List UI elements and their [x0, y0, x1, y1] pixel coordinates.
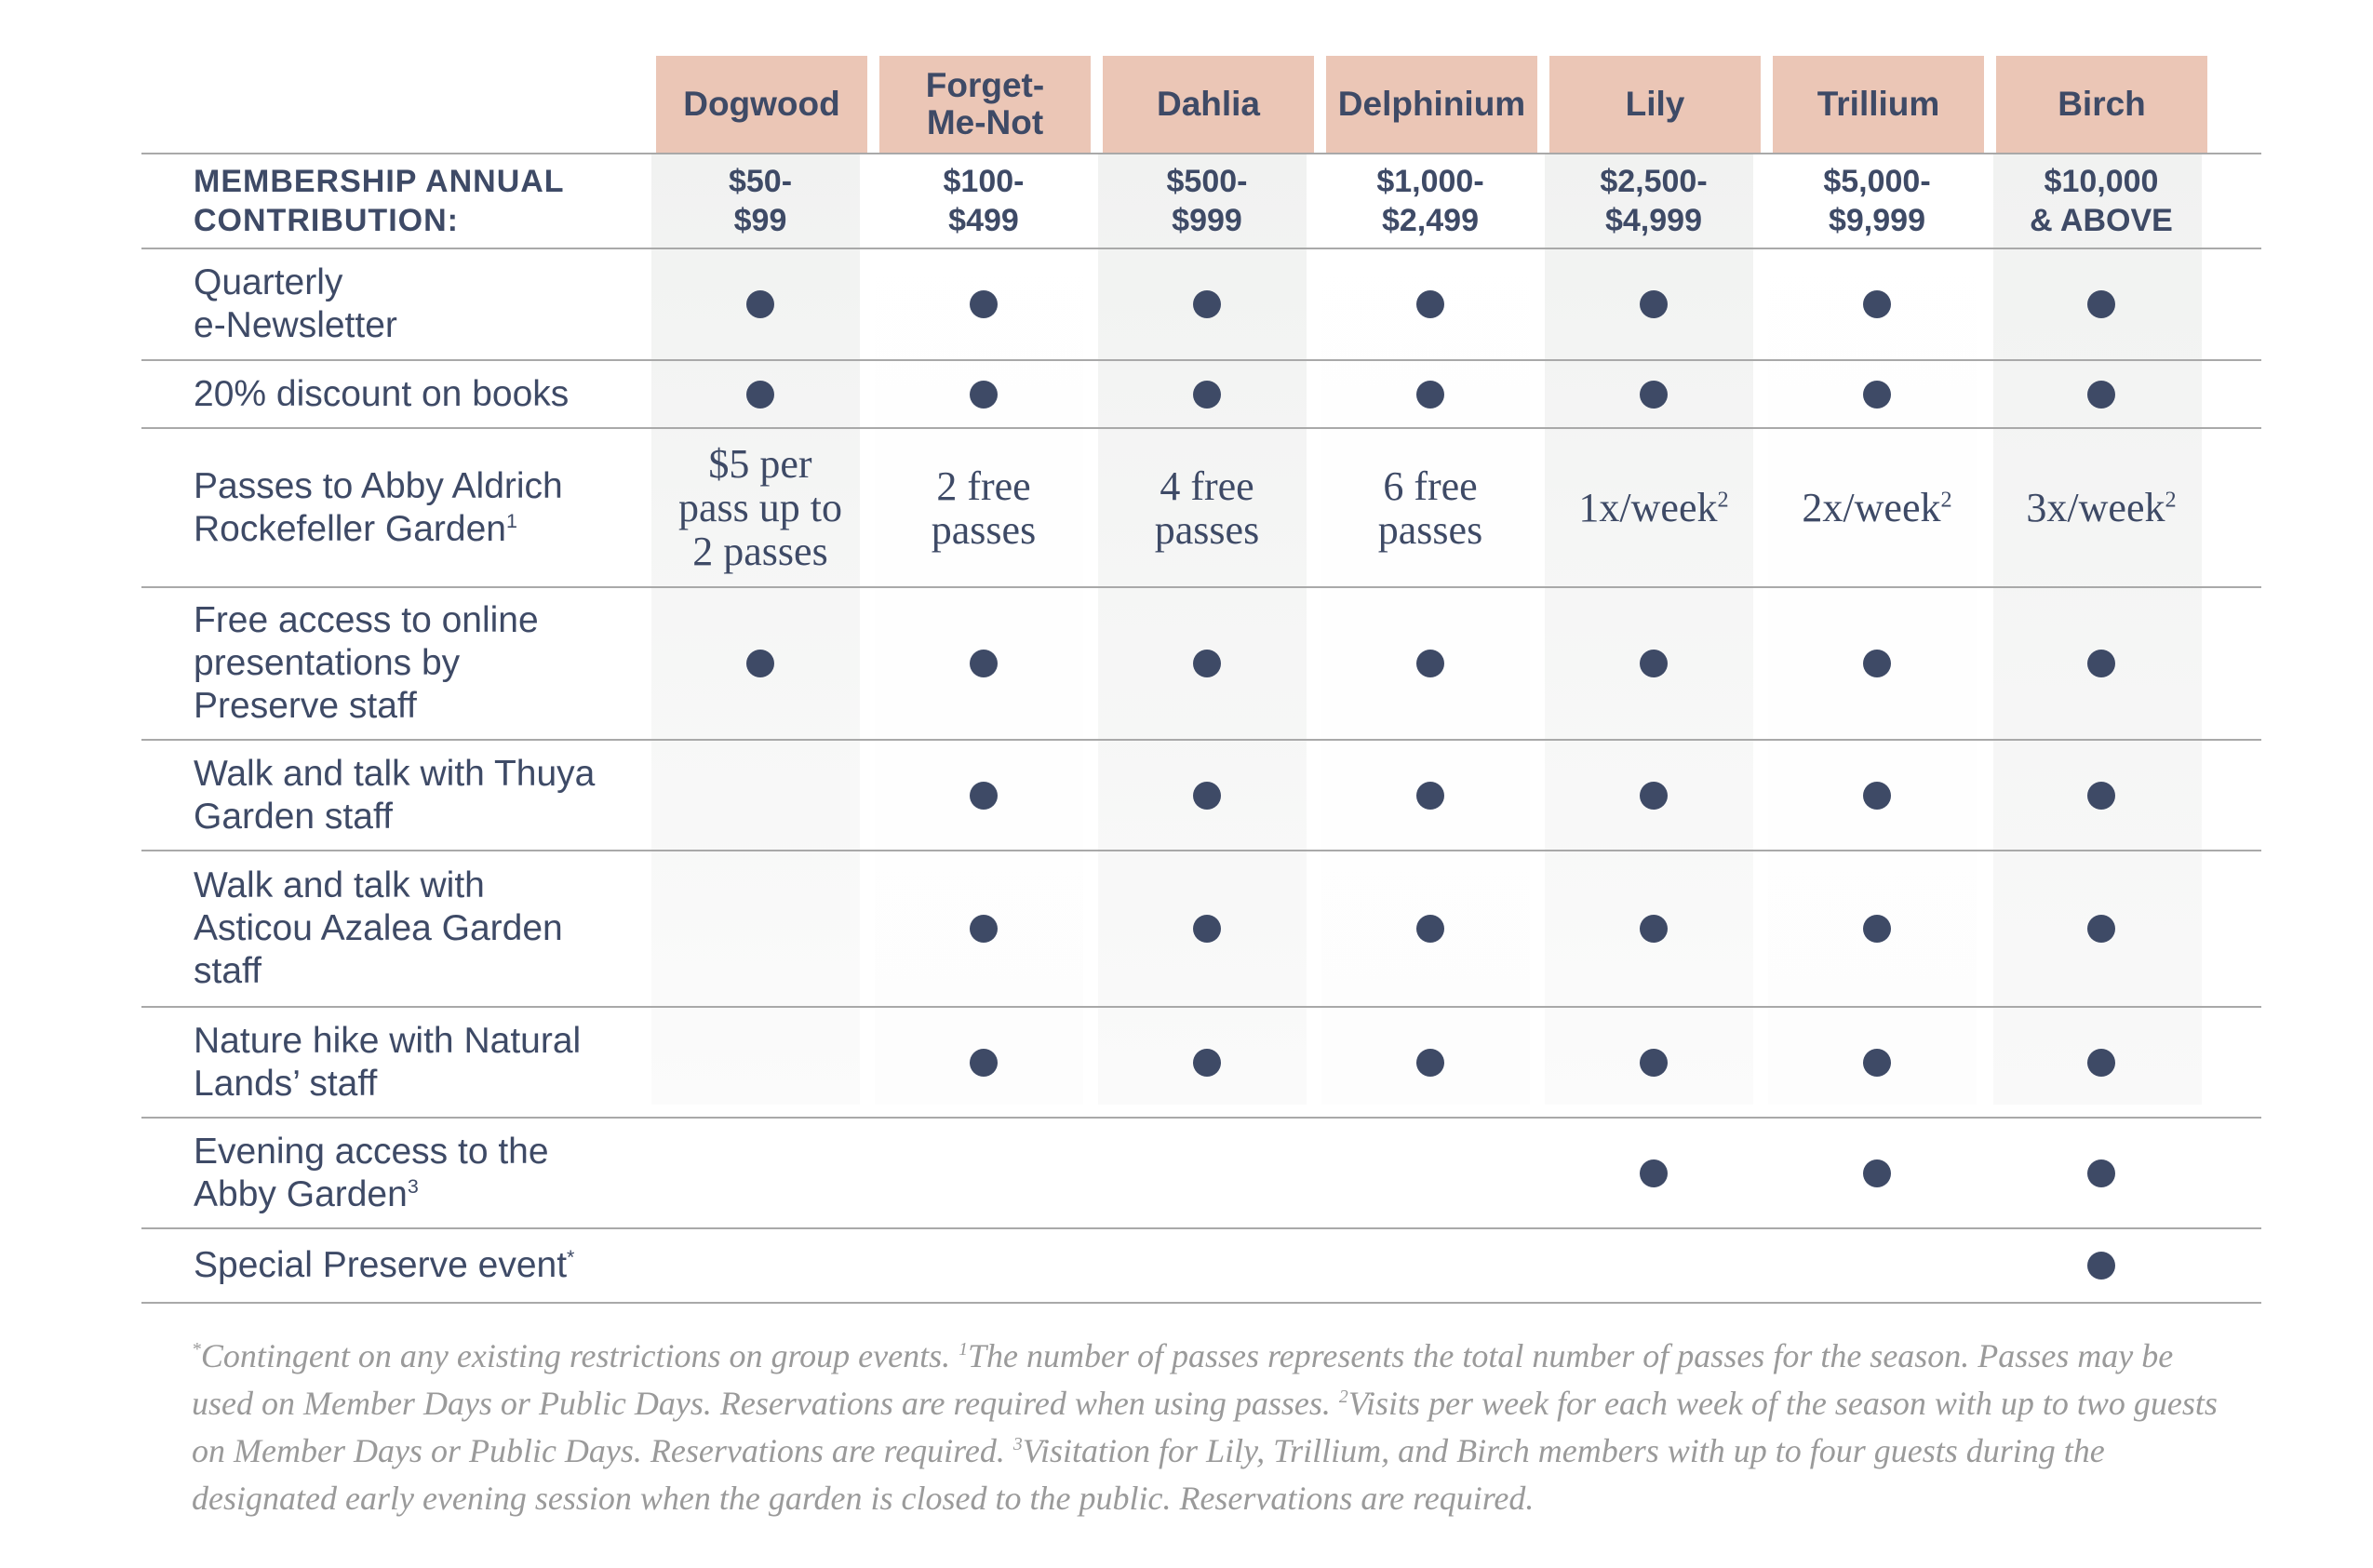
benefit-cell: [879, 249, 1088, 359]
benefit-label-text: Walk and talk with Asticou Azalea Garden staff: [194, 865, 563, 991]
included-dot-icon: [1640, 782, 1668, 810]
benefit-cell: [1773, 1119, 1981, 1227]
pass-allowance: 3x/week$^2$: [2026, 485, 2177, 530]
included-dot-icon: [970, 1049, 998, 1077]
benefit-label-text: Walk and talk with Thuya Garden staff: [194, 753, 596, 837]
pass-allowance: 2 free passes: [931, 462, 1037, 553]
benefit-label: [194, 1008, 659, 1117]
included-dot-icon: [1640, 1049, 1668, 1077]
included-dot-icon: [1863, 290, 1891, 318]
benefit-cell: [879, 429, 1088, 586]
included-dot-icon: [1640, 290, 1668, 318]
tier-header: Delphinium: [1326, 56, 1537, 153]
included-dot-icon: [970, 915, 998, 943]
included-dot-icon: [1640, 915, 1668, 943]
benefit-cell: [1326, 361, 1535, 427]
benefit-cell: [879, 361, 1088, 427]
benefit-cell: [879, 741, 1088, 850]
contribution-value: $100- $499: [943, 164, 1025, 238]
benefit-cell: [1997, 249, 2205, 359]
benefit-cell: [1997, 851, 2205, 1006]
included-dot-icon: [1640, 381, 1668, 409]
footnote-marker: 2: [1338, 1387, 1348, 1407]
benefit-label: [194, 588, 659, 739]
tier-header: Birch: [1996, 56, 2207, 153]
included-dot-icon: [1416, 782, 1444, 810]
benefit-cell: [1773, 588, 1981, 739]
included-dot-icon: [1193, 1049, 1221, 1077]
included-dot-icon: [1416, 381, 1444, 409]
benefit-cell: [656, 1119, 865, 1227]
benefit-cell: [656, 741, 865, 850]
superscript-marker: *: [567, 1246, 575, 1268]
benefit-cell: [1103, 361, 1311, 427]
benefit-cell: [1326, 588, 1535, 739]
footnote-marker: *: [192, 1339, 201, 1360]
tier-header: Lily: [1549, 56, 1761, 153]
included-dot-icon: [746, 290, 774, 318]
tier-header: Dogwood: [656, 56, 867, 153]
pass-allowance: 6 free passes: [1377, 462, 1483, 553]
benefit-label: [194, 1119, 659, 1227]
included-dot-icon: [1863, 381, 1891, 409]
benefit-cell: [1326, 1229, 1535, 1302]
contribution-value: $10,000 & ABOVE: [2030, 164, 2173, 238]
included-dot-icon: [2087, 290, 2115, 318]
benefit-cell: [879, 1229, 1088, 1302]
benefit-cell: [1773, 851, 1981, 1006]
benefit-cell: [656, 429, 865, 586]
benefit-cell: [1549, 249, 1758, 359]
benefit-cell: [1103, 1008, 1311, 1117]
benefit-cell: [1549, 741, 1758, 850]
included-dot-icon: [1863, 915, 1891, 943]
benefit-cell: [1549, 361, 1758, 427]
included-dot-icon: [2087, 915, 2115, 943]
contribution-value: $50- $99: [728, 164, 793, 238]
included-dot-icon: [2087, 1159, 2115, 1187]
benefit-label: [194, 429, 659, 586]
pass-allowance: 4 free passes: [1154, 462, 1260, 553]
benefit-label-text: Nature hike with Natural Lands’ staff: [194, 1020, 582, 1104]
superscript-marker: 2: [2165, 487, 2177, 513]
included-dot-icon: [2087, 1252, 2115, 1280]
contribution-value: $1,000- $2,499: [1376, 164, 1484, 238]
benefit-cell: [879, 851, 1088, 1006]
included-dot-icon: [2087, 1049, 2115, 1077]
included-dot-icon: [1193, 290, 1221, 318]
benefit-cell: [1997, 1229, 2205, 1302]
included-dot-icon: [1640, 650, 1668, 677]
included-dot-icon: [746, 650, 774, 677]
benefit-cell: [1326, 741, 1535, 850]
included-dot-icon: [2087, 650, 2115, 677]
footnote-text: Visits per week for each week of the season with up to two guests on Member Days or Public Days. Reservations are required.: [192, 1385, 2218, 1469]
benefit-cell: [1549, 1008, 1758, 1117]
benefit-cell: [1997, 361, 2205, 427]
included-dot-icon: [2087, 381, 2115, 409]
benefit-cell: [879, 1008, 1088, 1117]
benefit-cell: [1549, 1119, 1758, 1227]
benefit-cell: [1103, 588, 1311, 739]
benefit-cell: [1997, 1119, 2205, 1227]
benefit-cell: [1549, 1229, 1758, 1302]
footnote-text: The number of passes represents the total number of passes for the season. Passes may be used on Member Days or Public Days. Reservations are required when using passes.: [192, 1337, 2174, 1422]
benefit-label-text: Special Preserve event*: [194, 1245, 575, 1285]
included-dot-icon: [970, 381, 998, 409]
superscript-marker: 3: [407, 1174, 419, 1198]
benefit-label-text: Quarterly e-Newsletter: [194, 262, 397, 345]
benefit-cell: [1773, 1008, 1981, 1117]
included-dot-icon: [1416, 915, 1444, 943]
contribution-value: $5,000- $9,999: [1823, 164, 1931, 238]
included-dot-icon: [2087, 782, 2115, 810]
benefit-cell: [1103, 1119, 1311, 1227]
included-dot-icon: [1416, 1049, 1444, 1077]
row-divider: [141, 1302, 2261, 1304]
benefit-cell: [1773, 1229, 1981, 1302]
benefit-cell: [1326, 1008, 1535, 1117]
tier-header: Trillium: [1773, 56, 1984, 153]
included-dot-icon: [1863, 1049, 1891, 1077]
benefit-cell: [1103, 741, 1311, 850]
benefit-cell: [1773, 741, 1981, 850]
included-dot-icon: [1193, 782, 1221, 810]
included-dot-icon: [1640, 1159, 1668, 1187]
benefit-cell: [656, 851, 865, 1006]
benefit-cell: [656, 1008, 865, 1117]
included-dot-icon: [1193, 381, 1221, 409]
superscript-marker: 2: [1940, 487, 1952, 513]
benefit-cell: [1103, 851, 1311, 1006]
benefit-cell: [1326, 851, 1535, 1006]
tier-header: Dahlia: [1103, 56, 1314, 153]
benefit-cell: [1326, 1119, 1535, 1227]
included-dot-icon: [746, 381, 774, 409]
benefit-label-text: Free access to online presentations by Preserve staff: [194, 600, 539, 726]
benefit-label-text: Passes to Abby Aldrich Rockefeller Garden$^1$: [194, 465, 563, 549]
superscript-marker: 2: [1717, 487, 1729, 513]
included-dot-icon: [1416, 290, 1444, 318]
benefit-cell: [879, 1119, 1088, 1227]
benefit-cell: [1549, 588, 1758, 739]
contribution-value: $2,500- $4,999: [1600, 164, 1708, 238]
benefit-label: [194, 741, 659, 850]
included-dot-icon: [1193, 650, 1221, 677]
benefit-cell: [656, 361, 865, 427]
benefit-label-text: Evening access to the Abby Garden$^3$: [194, 1131, 549, 1214]
benefit-cell: [1103, 249, 1311, 359]
included-dot-icon: [970, 782, 998, 810]
pass-allowance: 2x/week$^2$: [1802, 485, 1952, 530]
benefit-cell: [1997, 429, 2205, 586]
benefit-label-text: 20% discount on books: [194, 373, 570, 414]
footnote-text: Visitation for Lily, Trillium, and Birch members with up to four guests during the designated early evening session when the garden is closed to the public. Reservations are required.: [192, 1432, 2105, 1517]
superscript-marker: 1: [506, 509, 517, 532]
included-dot-icon: [970, 290, 998, 318]
benefit-cell: [1773, 361, 1981, 427]
pass-allowance: 1x/week$^2$: [1578, 485, 1729, 530]
footnote-marker: 1: [959, 1339, 969, 1360]
benefit-cell: [1773, 429, 1981, 586]
footnote-marker: 3: [1012, 1434, 1023, 1454]
benefit-cell: [1326, 249, 1535, 359]
contribution-label: MEMBERSHIP ANNUAL CONTRIBUTION:: [194, 164, 564, 238]
contribution-value: $500- $999: [1166, 164, 1248, 238]
benefit-cell: [1326, 429, 1535, 586]
benefit-cell: [656, 1229, 865, 1302]
benefit-label: [194, 361, 659, 427]
benefit-cell: [1549, 851, 1758, 1006]
benefit-cell: [656, 249, 865, 359]
benefit-cell: [656, 588, 865, 739]
benefit-cell: [1997, 1008, 2205, 1117]
benefit-cell: [1549, 429, 1758, 586]
benefit-cell: [1103, 1229, 1311, 1302]
footnote: [192, 1333, 2220, 1522]
pass-allowance: $5 per pass up to 2 passes: [678, 441, 842, 574]
included-dot-icon: [1863, 1159, 1891, 1187]
included-dot-icon: [970, 650, 998, 677]
included-dot-icon: [1863, 650, 1891, 677]
benefit-cell: [1773, 249, 1981, 359]
benefit-cell: [879, 588, 1088, 739]
included-dot-icon: [1416, 650, 1444, 677]
benefit-label: [194, 851, 659, 1006]
benefit-cell: [1997, 588, 2205, 739]
tier-header: Forget- Me-Not: [879, 56, 1091, 153]
included-dot-icon: [1193, 915, 1221, 943]
benefit-cell: [1997, 741, 2205, 850]
included-dot-icon: [1863, 782, 1891, 810]
benefit-label: [194, 249, 659, 359]
benefit-cell: [1103, 429, 1311, 586]
footnote-text: Contingent on any existing restrictions on group events.: [200, 1337, 959, 1374]
benefit-label: [194, 1229, 659, 1302]
